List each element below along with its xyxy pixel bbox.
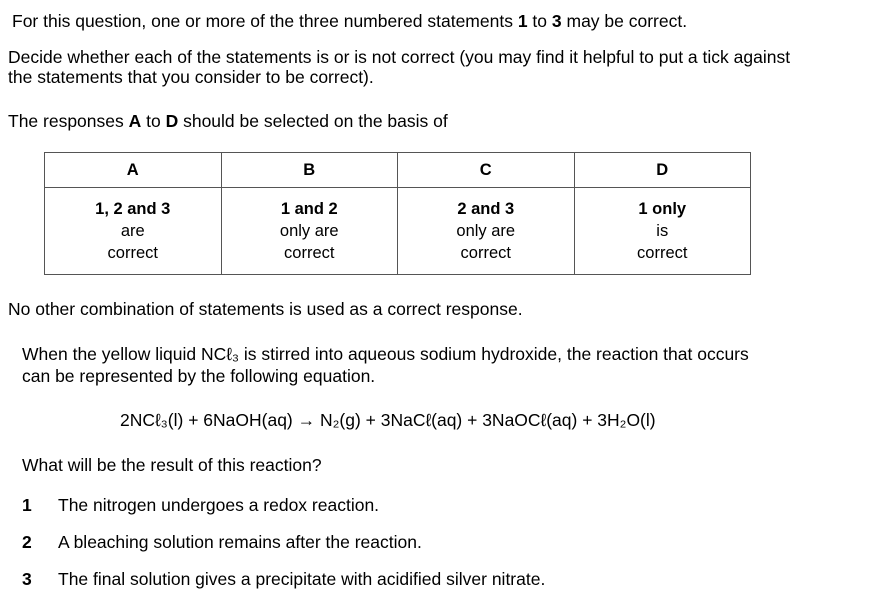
intro-text: may be correct. [561, 11, 688, 31]
statement-text: A bleaching solution remains after the reaction. [58, 532, 422, 552]
intro-line-1 [12, 11, 687, 32]
intro-text: to [141, 111, 166, 131]
intro-line-2: Decide whether each of the statements is or is not correct (you may find it helpful to put a tick against [8, 47, 791, 67]
intro-bold: 1 [517, 11, 528, 31]
cell-bold: 2 and 3 [457, 200, 515, 218]
table-header-row [45, 153, 751, 188]
cell-line: is [656, 222, 669, 240]
header-d: D [574, 153, 751, 188]
cell-line: correct [107, 244, 158, 262]
cell-bold: 1 only [638, 200, 687, 218]
cell-line: correct [284, 244, 335, 262]
cell-bold: 1, 2 and 3 [95, 200, 171, 218]
intro-bold: 3 [551, 11, 562, 31]
cell-line: only are [279, 222, 339, 240]
cell-line: correct [637, 244, 688, 262]
question-line-1: When the yellow liquid NCℓ₃ is stirred into aqueous sodium hydroxide, the reaction that occurs [22, 344, 749, 364]
statement-2 [22, 532, 422, 553]
cell-line: are [120, 222, 145, 240]
cell-line: correct [460, 244, 511, 262]
header-a: A [45, 153, 222, 188]
statement-number: 2 [22, 532, 32, 552]
reaction-equation: 2NCℓ₃(l) + 6NaOH(aq) → N₂(g) + 3NaCℓ(aq) + 3NaOCℓ(aq) + 3H₂O(l) [120, 410, 656, 430]
response-table [44, 152, 751, 275]
intro-bold: A [128, 111, 142, 131]
intro-bold: D [165, 111, 179, 131]
statement-number: 1 [22, 495, 32, 515]
statement-number: 3 [22, 569, 32, 589]
cell-d [574, 188, 751, 275]
table-row [45, 188, 751, 275]
cell-line: only are [456, 222, 516, 240]
header-b: B [221, 153, 398, 188]
cell-a [45, 188, 222, 275]
intro-text: The responses [8, 111, 129, 131]
question-prompt: What will be the result of this reaction? [22, 455, 322, 475]
intro-line-4 [8, 111, 448, 132]
question-line-2: can be represented by the following equation. [22, 366, 376, 386]
statement-text: The final solution gives a precipitate with acidified silver nitrate. [58, 569, 546, 589]
cell-c [398, 188, 575, 275]
cell-b [221, 188, 398, 275]
intro-line-3: the statements that you consider to be correct). [8, 67, 374, 87]
statement-text: The nitrogen undergoes a redox reaction. [58, 495, 380, 515]
intro-text: to [527, 11, 552, 31]
header-c: C [398, 153, 575, 188]
statement-1 [22, 495, 379, 516]
intro-text: should be selected on the basis of [178, 111, 448, 131]
cell-bold: 1 and 2 [280, 200, 338, 218]
no-other-note: No other combination of statements is used as a correct response. [8, 299, 523, 319]
statement-3 [22, 569, 545, 590]
intro-text: For this question, one or more of the three numbered statements [12, 11, 518, 31]
